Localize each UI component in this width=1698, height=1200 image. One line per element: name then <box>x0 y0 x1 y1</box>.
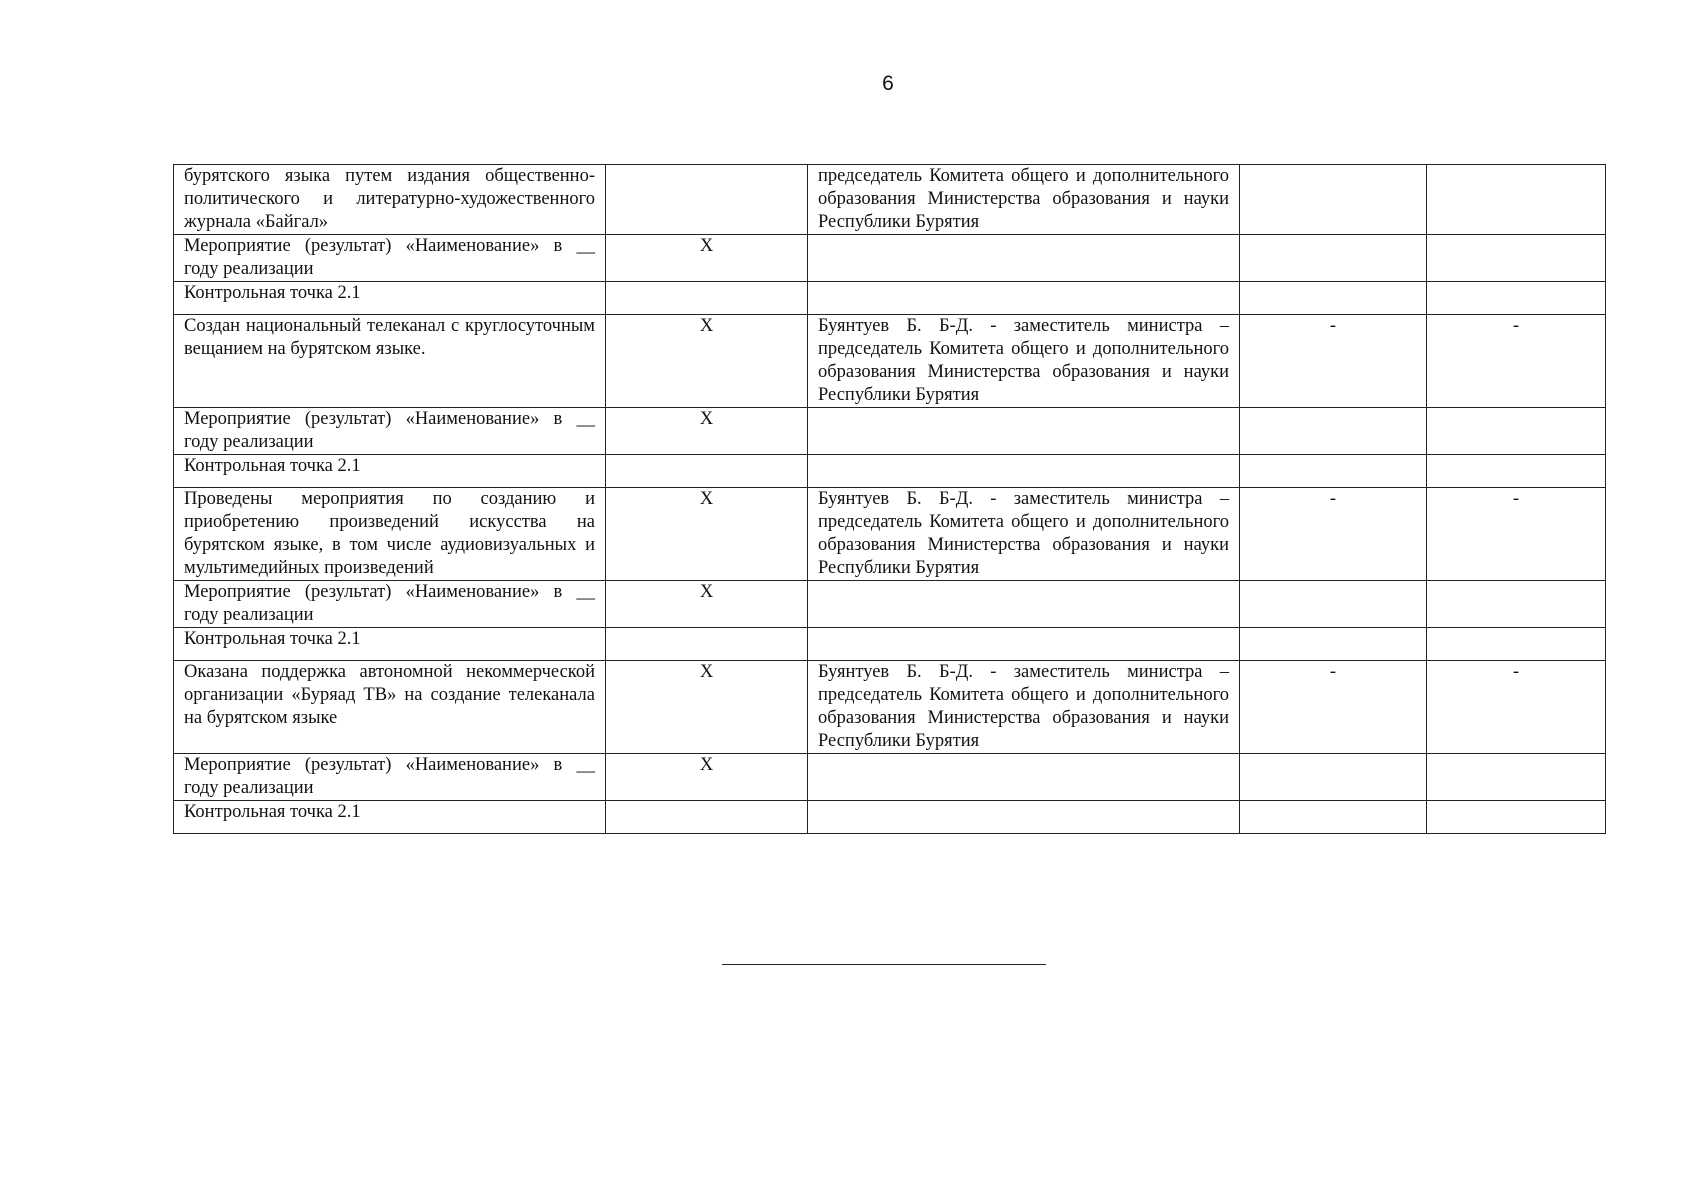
row-value-2-cell: - <box>1427 315 1606 408</box>
row-responsible-cell <box>808 581 1240 628</box>
plan-table-body <box>174 165 1606 834</box>
table-row <box>174 408 1606 455</box>
row-value-2-cell: - <box>1427 488 1606 581</box>
row-description-cell: Проведены мероприятия по созданию и приобретению произведений искусства на бурятском языке, в том числе аудиовизуальных и мультимедийных произведений <box>174 488 606 581</box>
row-mark-cell: Х <box>606 408 808 455</box>
table-row <box>174 488 1606 581</box>
row-mark-cell <box>606 165 808 235</box>
row-value-1-cell <box>1240 628 1427 661</box>
row-responsible-cell <box>808 235 1240 282</box>
table-row <box>174 801 1606 834</box>
row-description-cell: Оказана поддержка автономной некоммерческой организации «Буряад ТВ» на создание телеканала на бурятском языке <box>174 661 606 754</box>
table-row <box>174 581 1606 628</box>
row-responsible-cell: Буянтуев Б. Б-Д. - заместитель министра – председатель Комитета общего и дополнительного образования Министерства образования и науки Республики Бурятия <box>808 315 1240 408</box>
footer-divider <box>722 964 1046 965</box>
row-responsible-cell <box>808 801 1240 834</box>
row-description-cell: Контрольная точка 2.1 <box>174 455 606 488</box>
row-description-cell: Мероприятие (результат) «Наименование» в __ году реализации <box>174 408 606 455</box>
row-value-1-cell <box>1240 455 1427 488</box>
table-row <box>174 165 1606 235</box>
row-mark-cell: Х <box>606 581 808 628</box>
row-mark-cell: Х <box>606 315 808 408</box>
row-value-2-cell <box>1427 235 1606 282</box>
table-row <box>174 455 1606 488</box>
row-mark-cell <box>606 801 808 834</box>
table-row <box>174 754 1606 801</box>
table-row <box>174 235 1606 282</box>
row-value-2-cell <box>1427 282 1606 315</box>
row-value-2-cell <box>1427 581 1606 628</box>
row-responsible-cell <box>808 455 1240 488</box>
row-value-2-cell <box>1427 801 1606 834</box>
row-responsible-cell <box>808 754 1240 801</box>
table-row <box>174 661 1606 754</box>
row-value-1-cell: - <box>1240 315 1427 408</box>
plan-table <box>173 164 1606 834</box>
row-mark-cell <box>606 628 808 661</box>
row-value-2-cell <box>1427 408 1606 455</box>
row-value-1-cell: - <box>1240 488 1427 581</box>
row-value-1-cell <box>1240 581 1427 628</box>
row-mark-cell: Х <box>606 661 808 754</box>
row-mark-cell <box>606 282 808 315</box>
row-description-cell: Контрольная точка 2.1 <box>174 282 606 315</box>
row-description-cell: Мероприятие (результат) «Наименование» в __ году реализации <box>174 754 606 801</box>
row-responsible-cell: Буянтуев Б. Б-Д. - заместитель министра – председатель Комитета общего и дополнительного образования Министерства образования и науки Республики Бурятия <box>808 661 1240 754</box>
row-value-2-cell <box>1427 754 1606 801</box>
row-value-2-cell <box>1427 455 1606 488</box>
row-responsible-cell: председатель Комитета общего и дополнительного образования Министерства образования и науки Республики Бурятия <box>808 165 1240 235</box>
row-mark-cell: Х <box>606 488 808 581</box>
row-description-cell: Мероприятие (результат) «Наименование» в __ году реализации <box>174 581 606 628</box>
row-value-1-cell <box>1240 408 1427 455</box>
row-value-2-cell <box>1427 628 1606 661</box>
row-description-cell: Контрольная точка 2.1 <box>174 628 606 661</box>
table-row <box>174 282 1606 315</box>
page-number: 6 <box>882 72 894 95</box>
row-value-1-cell <box>1240 754 1427 801</box>
row-mark-cell <box>606 455 808 488</box>
row-responsible-cell: Буянтуев Б. Б-Д. - заместитель министра – председатель Комитета общего и дополнительного образования Министерства образования и науки Республики Бурятия <box>808 488 1240 581</box>
row-value-2-cell: - <box>1427 661 1606 754</box>
row-responsible-cell <box>808 408 1240 455</box>
row-value-1-cell: - <box>1240 661 1427 754</box>
row-value-1-cell <box>1240 165 1427 235</box>
row-value-1-cell <box>1240 801 1427 834</box>
table-row <box>174 628 1606 661</box>
row-description-cell: Мероприятие (результат) «Наименование» в __ году реализации <box>174 235 606 282</box>
row-value-1-cell <box>1240 235 1427 282</box>
row-description-cell: Создан национальный телеканал с круглосуточным вещанием на бурятском языке. <box>174 315 606 408</box>
row-responsible-cell <box>808 628 1240 661</box>
row-mark-cell: Х <box>606 754 808 801</box>
row-value-2-cell <box>1427 165 1606 235</box>
row-description-cell: бурятского языка путем издания общественно-политического и литературно-художественного журнала «Байгал» <box>174 165 606 235</box>
row-description-cell: Контрольная точка 2.1 <box>174 801 606 834</box>
table-row <box>174 315 1606 408</box>
row-responsible-cell <box>808 282 1240 315</box>
row-value-1-cell <box>1240 282 1427 315</box>
row-mark-cell: Х <box>606 235 808 282</box>
